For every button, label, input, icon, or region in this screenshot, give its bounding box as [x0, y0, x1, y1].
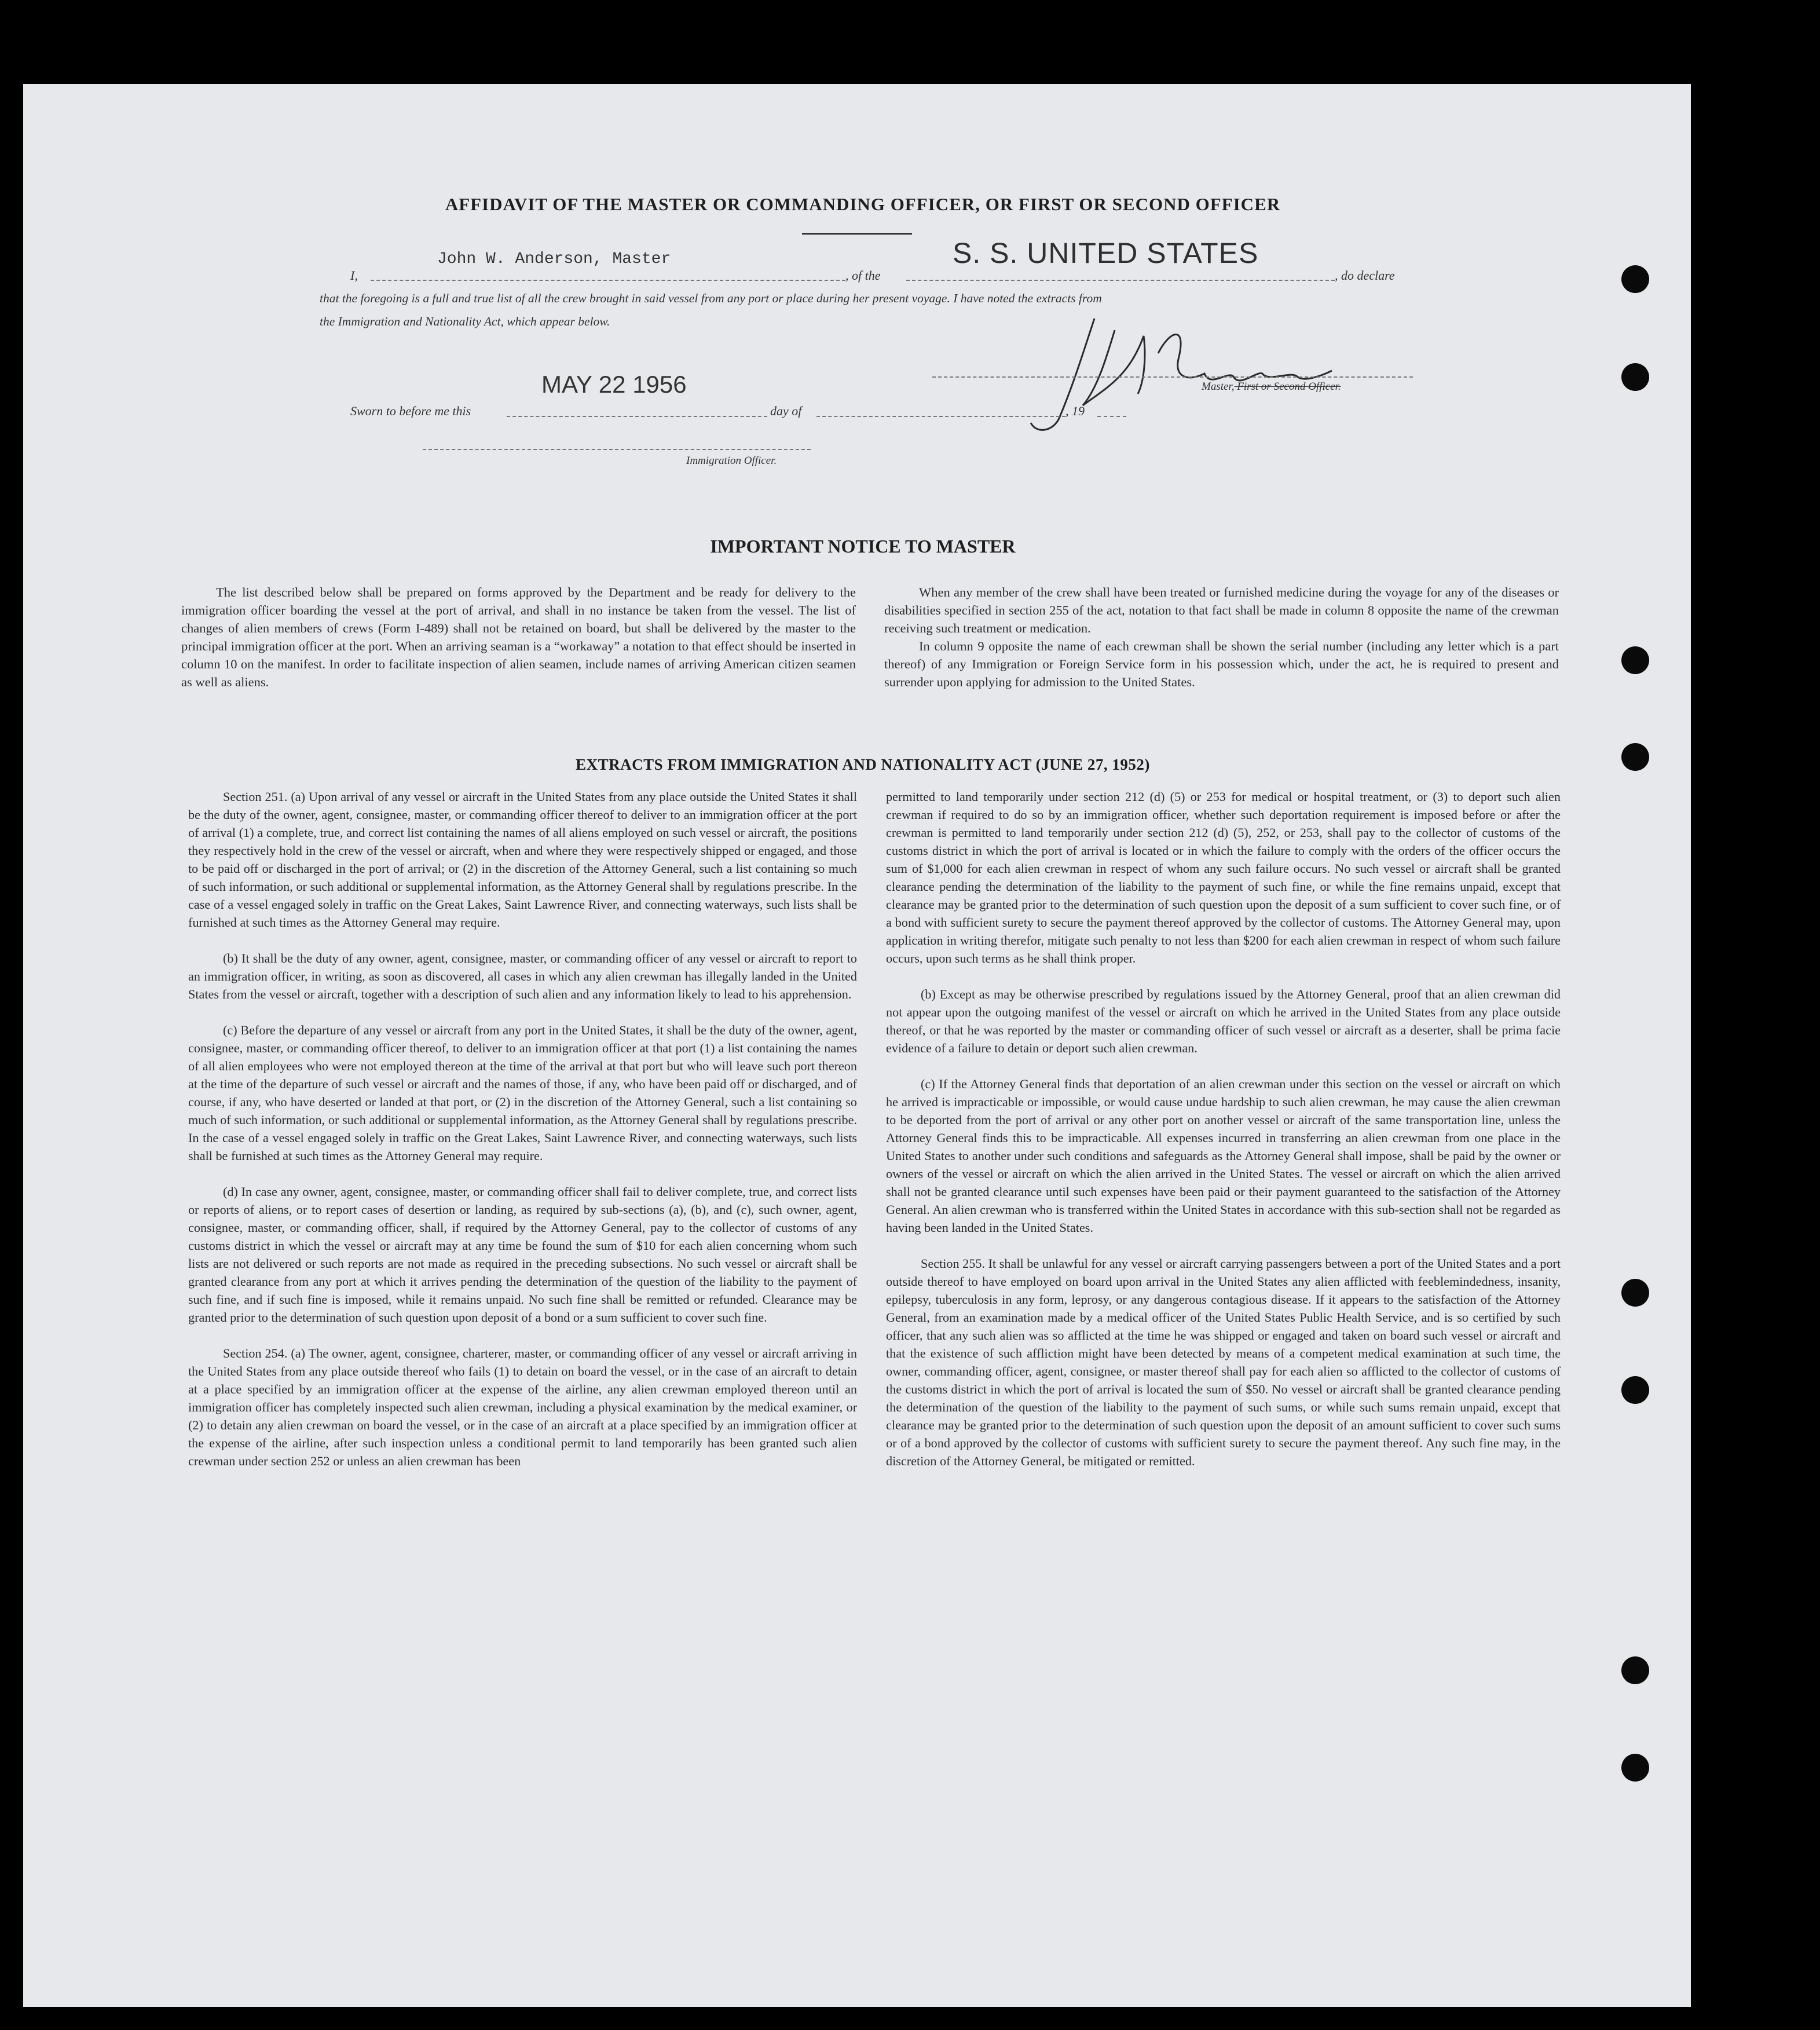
section-254-a-continued: permitted to land temporarily under section 212 (d) (5) or 253 for medical or hospital treatment, or (3) to deport such alien crewman if required to do so by an immigration officer, whether such deportation requirement is imposed before or after the crewman is permitted to land temporarily under section 212 (d) (5), 252, or 253, shall pay to the collector of customs of the customs district in which the port of arrival is located or in which the failure to comply with the orders of the officer occurs the sum of $1,000 for each alien crewman in respect of whom any such failure occurs. No such vessel or aircraft shall be granted clearance pending the determination of the liability to the payment of such fine, or while the fine remains unpaid, except that clearance may be granted prior to the determination of such question upon the deposit of a sum sufficient to cover such fine, or of a bond with sufficient surety to secure the payment thereof approved by the collector of customs. The Attorney General may, upon application in writing therefor, mitigate such penalty to not less than $200 for each alien crewman in respect of whom such failure occurs, upon such terms as he shall think proper.	[886, 789, 1561, 965]
declaration-line-2: the Immigration and Nationality Act, which appear below.	[320, 314, 610, 328]
sworn-day-line	[507, 416, 767, 417]
notice-left-text: The list described below shall be prepared on forms approved by the Department and be ready for delivery to the immigration officer boarding the vessel at the port of arrival, and shall in no instance be taken from the vessel. The list of changes of alien members of crews (Form I-489) shall not be retained on board, but shall be delivered by the master to the principal immigration officer at the port. When an arriving seaman is a “workaway” a notation to that effect should be inserted in column 10 on the manifest. In order to facilitate inspection of alien seamen, include names of arriving American citizen seamen as well as aliens.	[181, 585, 856, 689]
signature-caption-struck: First or Second Officer.	[1234, 381, 1341, 393]
extracts-title: EXTRACTS FROM IMMIGRATION AND NATIONALITY ACT (JUNE 27, 1952)	[576, 756, 1150, 773]
notice-right-paragraphs	[884, 583, 1559, 691]
vessel-line	[906, 280, 1335, 281]
notice-title: IMPORTANT NOTICE TO MASTER	[710, 536, 1016, 557]
master-name: John W. Anderson, Master	[437, 250, 671, 268]
section-254-b: (b) Except as may be otherwise prescribed by regulations issued by the Attorney General, proof that an alien crewman did not appear upon the outgoing manifest of the vessel or aircraft on which he arrived in the United States from any place outside thereof, or that he was reported by the master or commanding officer of such vessel or aircraft as a deserter, shall be prima facie evidence of a failure to detain or deport such alien crewman.	[886, 987, 1561, 1055]
signature-caption	[1202, 381, 1341, 393]
document-page	[23, 84, 1691, 2007]
section-251-c: (c) Before the departure of any vessel or aircraft from any port in the United States, it shall be the duty of the owner, agent, consignee, master, or commanding officer thereof, to deliver to an immigration officer at that port (1) a list containing the names of all alien employees who were not employed thereon at the time of the arrival at that port but who will leave such port thereon at the time of the departure of such vessel or aircraft and the names of those, if any, who have been paid off or discharged, and of course, if any, who have deserted or landed at that port, or (2) in the discretion of the Attorney General, such a list containing so much of such information, or such additional or supplemental information, as the Attorney General shall by regulations prescribe. In the case of a vessel engaged solely in traffic on the Great Lakes, Saint Lawrence River, and connecting waterways, such lists shall be furnished at such times as the Attorney General may require.	[188, 1023, 857, 1163]
master-signature	[1019, 307, 1343, 440]
year-label: , 19	[1065, 404, 1085, 418]
section-251-b: (b) It shall be the duty of any owner, agent, consignee, master, or commanding officer of any vessel or aircraft to report to an immigration officer, in writing, as soon as discovered, all cases in which any alien crewman has illegally landed in the United States from the vessel or aircraft, together with a description of such alien and any information likely to lead to his apprehension.	[188, 951, 857, 1001]
section-251-a: Section 251. (a) Upon arrival of any vessel or aircraft in the United States from any place outside the United States it shall be the duty of the owner, agent, consignee, master, or commanding officer thereof to deliver to an immigration officer at the port of arrival (1) a complete, true, and correct list containing the names of all aliens employed on such vessel or aircraft, the positions they respectively hold in the crew of the vessel or aircraft, when and where they were respectively shipped or engaged, and those to be paid off or discharged in the port of arrival; or (2) in the discretion of the Attorney General, such a list containing so much of such information, or such additional or supplemental information, as the Attorney General shall by regulations prescribe. In the case of a vessel engaged solely in traffic on the Great Lakes, Saint Lawrence River, and connecting waterways, such lists shall be furnished at such times as the Attorney General may require.	[188, 789, 857, 930]
of-the-label: , of the	[845, 268, 881, 283]
section-255: Section 255. It shall be unlawful for any vessel or aircraft carrying passengers between a port of the United States and a port outside thereof to have employed on board upon arrival in the United States any alien afflicted with feeblemindedness, insanity, epilepsy, tuberculosis in any form, leprosy, or any dangerous contagious disease. If it appears to the satisfaction of the Attorney General, from an examination made by a medical officer of the United States Public Health Service, and is so certified by such officer, that any such alien was so afflicted at the time he was shipped or engaged and taken on board such vessel or aircraft and that the existence of such affliction might have been detected by means of a competent medical examination at such time, the owner, commanding officer, agent, consignee, or master thereof shall pay for each alien so afflicted to the collector of customs of the customs district in which the port of arrival is located the sum of $50. No vessel or aircraft shall be granted clearance pending the determination of the question of the liability to the payment of such sums, or while such sums remain unpaid, except that clearance may be granted prior to the determination of such question upon the deposit of an amount sufficient to cover such sums or of a bond approved by the collector of customs with sufficient surety to secure the payment thereof. Any such fine may, in the discretion of the Attorney General, be mitigated or remitted.	[886, 1256, 1561, 1468]
declaration-line-1: that the foregoing is a full and true list of all the crew brought in said vessel from any port or place during her present voyage. I have noted the extracts from	[320, 291, 1102, 305]
notice-left-paragraph	[181, 583, 856, 691]
title-divider	[802, 233, 912, 235]
officer-signature-line	[423, 449, 811, 450]
master-name-line	[371, 280, 845, 281]
sworn-label: Sworn to before me this	[350, 404, 471, 418]
extracts-left-column	[188, 788, 857, 1470]
binder-hole	[1621, 646, 1649, 674]
do-declare-label: , do declare	[1335, 268, 1395, 283]
notice-right-text-1: When any member of the crew shall have been treated or furnished medicine during the voyage for any of the diseases or disabilities specified in section 255 of the act, notation to that fact shall be made in column 8 opposite the name of the crewman receiving such treatment or medication.	[884, 585, 1559, 635]
extracts-right-column	[886, 788, 1561, 1470]
signature-caption-start: Master,	[1202, 381, 1235, 393]
section-254-a: Section 254. (a) The owner, agent, consignee, charterer, master, or commanding officer of any vessel or aircraft arriving in the United States from any place outside thereof who fails (1) to detain on board the vessel, or in the case of an aircraft to detain at a place specified by an immigration officer at the expense of the airline, any alien crewman employed thereon until an immigration officer has completely inspected such alien crewman, including a physical examination by the medical examiner, or (2) to detain any alien crewman on board the vessel, or in the case of an aircraft at a place specified by an immigration officer at the expense of the airline, after such inspection unless a conditional permit to land temporarily has been granted such alien crewman under section 252 or unless an alien crewman has been	[188, 1346, 857, 1468]
officer-caption: Immigration Officer.	[686, 455, 777, 467]
sworn-month-line	[816, 416, 1065, 417]
vessel-name: S. S. UNITED STATES	[953, 237, 1259, 269]
binder-hole	[1621, 1754, 1649, 1782]
binder-hole	[1621, 363, 1649, 391]
signature-line	[932, 376, 1413, 378]
binder-hole	[1621, 1279, 1649, 1307]
binder-hole	[1621, 265, 1649, 293]
year-line	[1097, 416, 1126, 417]
section-254-c: (c) If the Attorney General finds that deportation of an alien crewman under this section on the vessel or aircraft on which he arrived is impracticable or impossible, or would cause undue hardship to such alien crewman, he may cause the alien crewman to be deported from the port of arrival or any other port on another vessel or aircraft of the same transportation line, unless the Attorney General finds this to be impracticable. All expenses incurred in transferring an alien crewman from one place in the United States to another under such conditions and safeguards as the Attorney General shall impose, shall be paid by the owner or owners of the vessel or aircraft on which the alien arrived in the United States. The vessel or aircraft on which the alien arrived shall not be granted clearance until such expenses have been paid or their payment guaranteed to the satisfaction of the Attorney General. An alien crewman who is transferred within the United States in accordance with this sub-section shall not be regarded as having been landed in the United States.	[886, 1077, 1561, 1235]
binder-hole	[1621, 1376, 1649, 1404]
i-label: I,	[350, 268, 358, 283]
binder-hole	[1621, 1656, 1649, 1684]
date-stamp-text: MAY 22 1956	[541, 371, 687, 398]
binder-hole	[1621, 743, 1649, 771]
affidavit-title: AFFIDAVIT OF THE MASTER OR COMMANDING OFFICER, OR FIRST OR SECOND OFFICER	[445, 194, 1281, 214]
date-stamp	[541, 371, 687, 398]
day-of-label: day of	[770, 404, 802, 418]
notice-right-text-2: In column 9 opposite the name of each crewman shall be shown the serial number (including any letter which is a part thereof) of any Immigration or Foreign Service form in his possession which, under the act, he is required to present and surrender upon applying for admission to the United States.	[884, 639, 1559, 689]
section-251-d: (d) In case any owner, agent, consignee, master, or commanding officer shall fail to deliver complete, true, and correct lists or reports of aliens, or to report cases of desertion or landing, as required by sub-sections (a), (b), and (c), such owner, agent, consignee, master, or commanding officer, shall, if required by the Attorney General, pay to the collector of customs of any customs district in which the vessel or aircraft may at any time be found the sum of $10 for each alien concerning whom such lists are not delivered or such reports are not made as required in the preceding subsections. No such vessel or aircraft shall be granted clearance from any port at which it arrives pending the determination of the question of the liability to the payment of such fine, and if such fine is imposed, while it remains unpaid. No such fine shall be remitted or refunded. Clearance may be granted prior to the determination of such question upon deposit of a bond or a sum sufficient to cover such fine.	[188, 1184, 857, 1325]
